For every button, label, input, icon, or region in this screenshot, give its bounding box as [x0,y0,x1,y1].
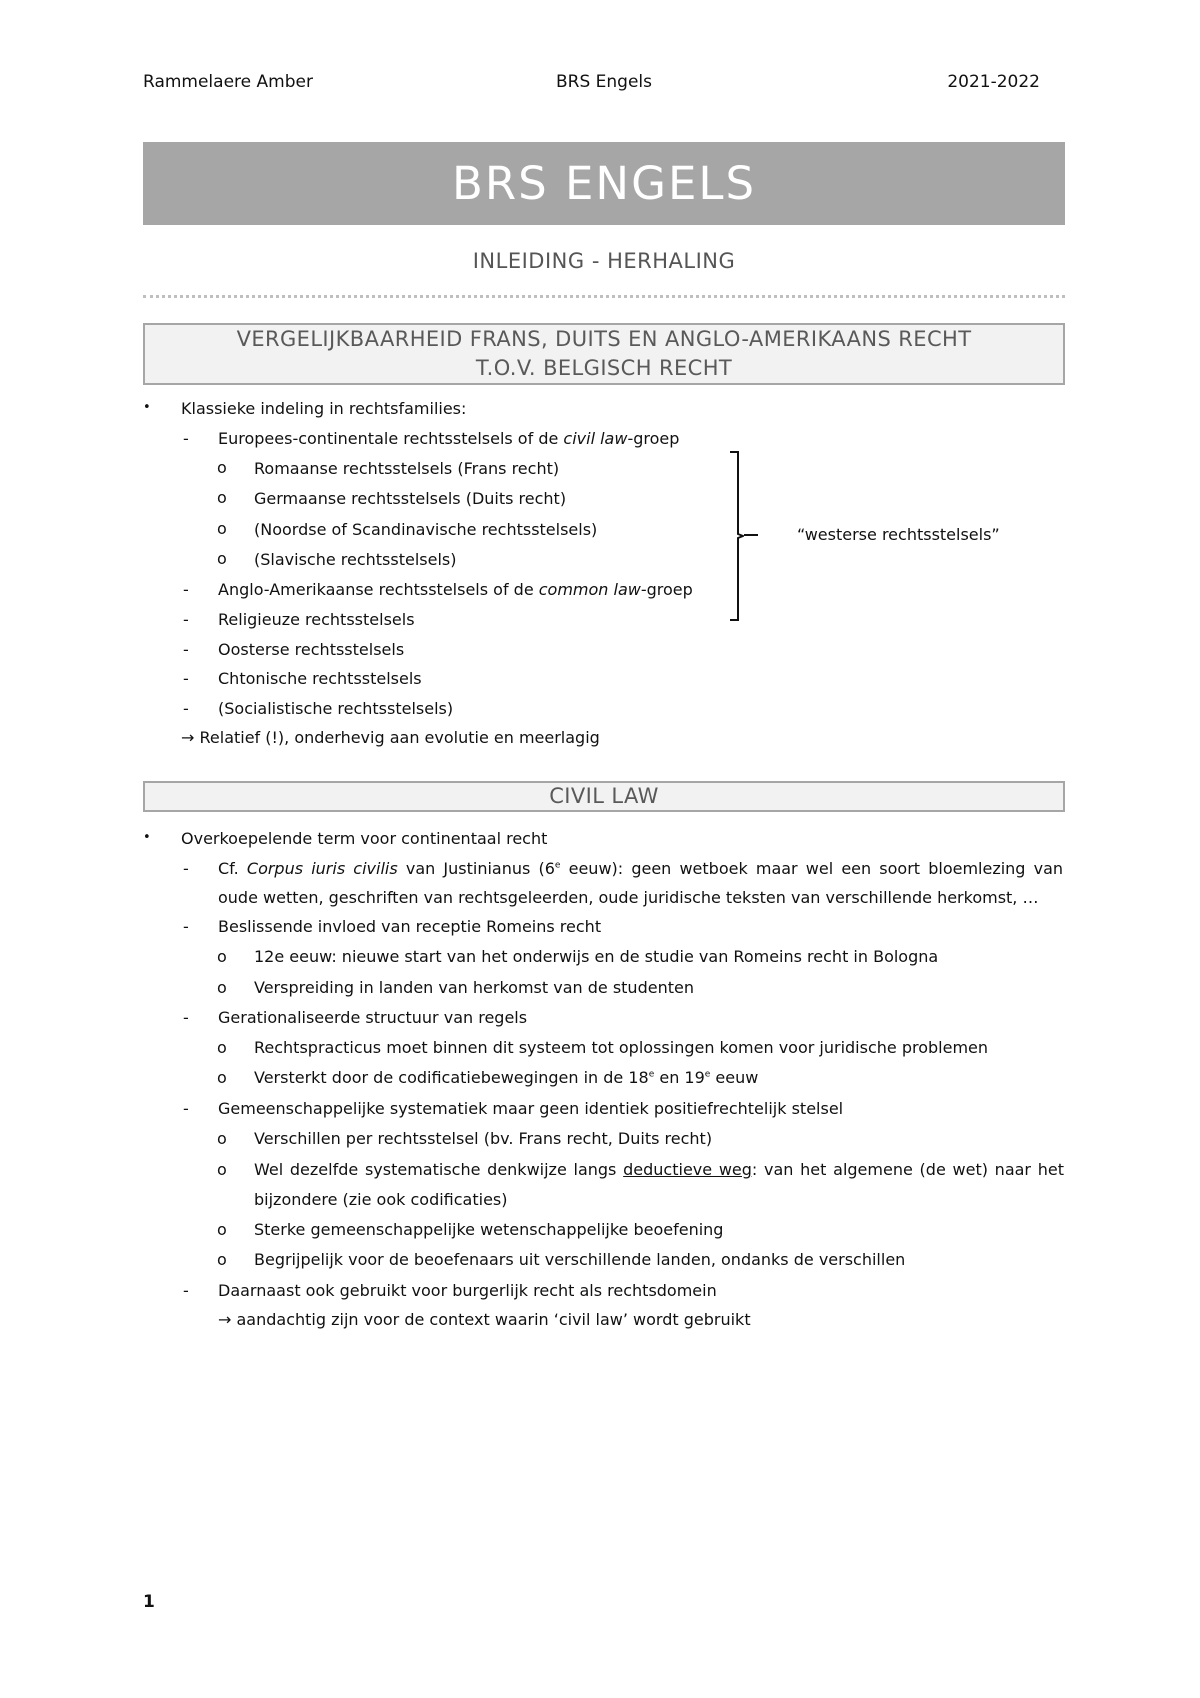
list-item: Romaanse rechtsstelsels (Frans recht) [254,459,560,478]
list-item: Verspreiding in landen van herkomst van de studenten [254,978,694,997]
list-item-codificatie [254,1068,758,1087]
section-heading-line1: VERGELIJKBAARHEID FRANS, DUITS EN ANGLO-AMERIKAANS RECHT [236,327,972,351]
list-item: Oosterse rechtsstelsels [218,640,405,659]
title-banner [143,142,1065,225]
underlined-term: deductieve weg [623,1160,752,1179]
list-item: Daarnaast ook gebruikt voor burgerlijk recht als rechtsdomein [218,1281,717,1300]
dotted-separator [143,295,1065,298]
list-item: Verschillen per rechtsstelsel (bv. Frans recht, Duits recht) [254,1129,713,1148]
list-item: 12e eeuw: nieuwe start van het onderwijs en de studie van Romeins recht in Bologna [254,947,939,966]
arrow-note-text: aandachtig zijn voor de context waarin ‘civil law’ wordt gebruikt [236,1310,751,1329]
list-item: Klassieke indeling in rechtsfamilies: [181,399,467,418]
list-item: Germaanse rechtsstelsels (Duits recht) [254,489,567,508]
circle-glyph: o [217,488,227,507]
text-segment: -groep [627,429,680,448]
list-item: Sterke gemeenschappelijke wetenschappelijke beoefening [254,1220,724,1239]
superscript: e [554,860,561,871]
dash-glyph: - [183,429,189,448]
right-brace-icon [730,451,744,621]
text-segment: Wel dezelfde systematische denkwijze langs [254,1160,624,1179]
italic-term: civil law [563,429,628,448]
arrow-icon: → [218,1310,232,1329]
section-heading-civil-law: CIVIL LAW [143,781,1065,812]
text-segment: en 19 [654,1068,705,1087]
list-item: (Noordse of Scandinavische rechtsstelsels) [254,520,598,539]
circle-glyph: o [217,978,227,997]
circle-glyph: o [217,1160,227,1179]
text-segment: Cf. [218,859,247,878]
section-heading-vergelijkbaarheid [143,323,1065,385]
dash-glyph: - [183,699,189,718]
document-subtitle: INLEIDING - HERHALING [472,249,736,273]
circle-glyph: o [217,519,227,538]
list-item: (Socialistische rechtsstelsels) [218,699,454,718]
text-segment: eeuw [710,1068,759,1087]
text-segment: Europees-continentale rechtsstelsels of de [218,429,564,448]
text-segment: : van het algemene (de wet) naar het [751,1160,1064,1179]
circle-glyph: o [217,947,227,966]
circle-glyph: o [217,549,227,568]
text-segment: eeuw): geen wetboek maar wel een soort bloemlezing van [560,859,1064,878]
list-item: Gerationaliseerde structuur van regels [218,1008,528,1027]
circle-glyph: o [217,1250,227,1269]
dash-glyph: - [183,1281,189,1300]
header-course: BRS Engels [556,72,653,92]
circle-glyph: o [217,458,227,477]
list-item-common-law-group [218,580,693,599]
dash-glyph: - [183,1008,189,1027]
dash-glyph: - [183,580,189,599]
italic-term: Corpus iuris civilis [246,859,398,878]
list-item: Gemeenschappelijke systematiek maar geen identiek positiefrechtelijk stelsel [218,1099,844,1118]
text-segment: van Justinianus (6 [397,859,555,878]
list-item: Chtonische rechtsstelsels [218,669,422,688]
page-number: 1 [143,1592,155,1612]
arrow-icon: → [181,728,195,747]
superscript: e [648,1069,655,1080]
dash-glyph: - [183,669,189,688]
dash-glyph: - [183,640,189,659]
list-item-corpus [218,859,1063,878]
circle-glyph: o [217,1068,227,1087]
text-segment: -groep [640,580,693,599]
bullet-glyph: • [143,830,151,845]
arrow-note-civil-law [218,1310,751,1329]
list-item: Begrijpelijk voor de beoefenaars uit verschillende landen, ondanks de verschillen [254,1250,906,1269]
brace-label: “westerse rechtsstelsels” [797,525,1000,544]
text-segment: Anglo-Amerikaanse rechtsstelsels of de [218,580,539,599]
dash-glyph: - [183,917,189,936]
dash-glyph: - [183,1099,189,1118]
dash-glyph: - [183,610,189,629]
list-item: (Slavische rechtsstelsels) [254,550,457,569]
header-author: Rammelaere Amber [143,72,313,92]
italic-term: common law [538,580,641,599]
document-title: BRS ENGELS [451,157,757,210]
list-item-corpus-continued: oude wetten, geschriften van rechtsgeleerden, oude juridische teksten van verschillende herkomst, … [218,888,1039,907]
arrow-note [181,728,600,747]
text-segment: Versterkt door de codificatiebewegingen in de 18 [254,1068,649,1087]
superscript: e [704,1069,711,1080]
list-item-denkwijze [254,1160,1064,1179]
circle-glyph: o [217,1220,227,1239]
list-item-denkwijze-continued: bijzondere (zie ook codificaties) [254,1190,508,1209]
header-year: 2021-2022 [947,72,1040,92]
bullet-glyph: • [143,400,151,415]
list-item: Religieuze rechtsstelsels [218,610,415,629]
section-heading-line2: T.O.V. BELGISCH RECHT [475,356,733,380]
list-item: Overkoepelende term voor continentaal recht [181,829,548,848]
list-item: Rechtspracticus moet binnen dit systeem tot oplossingen komen voor juridische problemen [254,1038,989,1057]
dash-glyph: - [183,859,189,878]
list-item-civil-law-group [218,429,679,448]
brace-connector-icon [744,531,758,539]
circle-glyph: o [217,1038,227,1057]
circle-glyph: o [217,1129,227,1148]
list-item: Beslissende invloed van receptie Romeins recht [218,917,602,936]
arrow-note-text: Relatief (!), onderhevig aan evolutie en meerlagig [199,728,600,747]
